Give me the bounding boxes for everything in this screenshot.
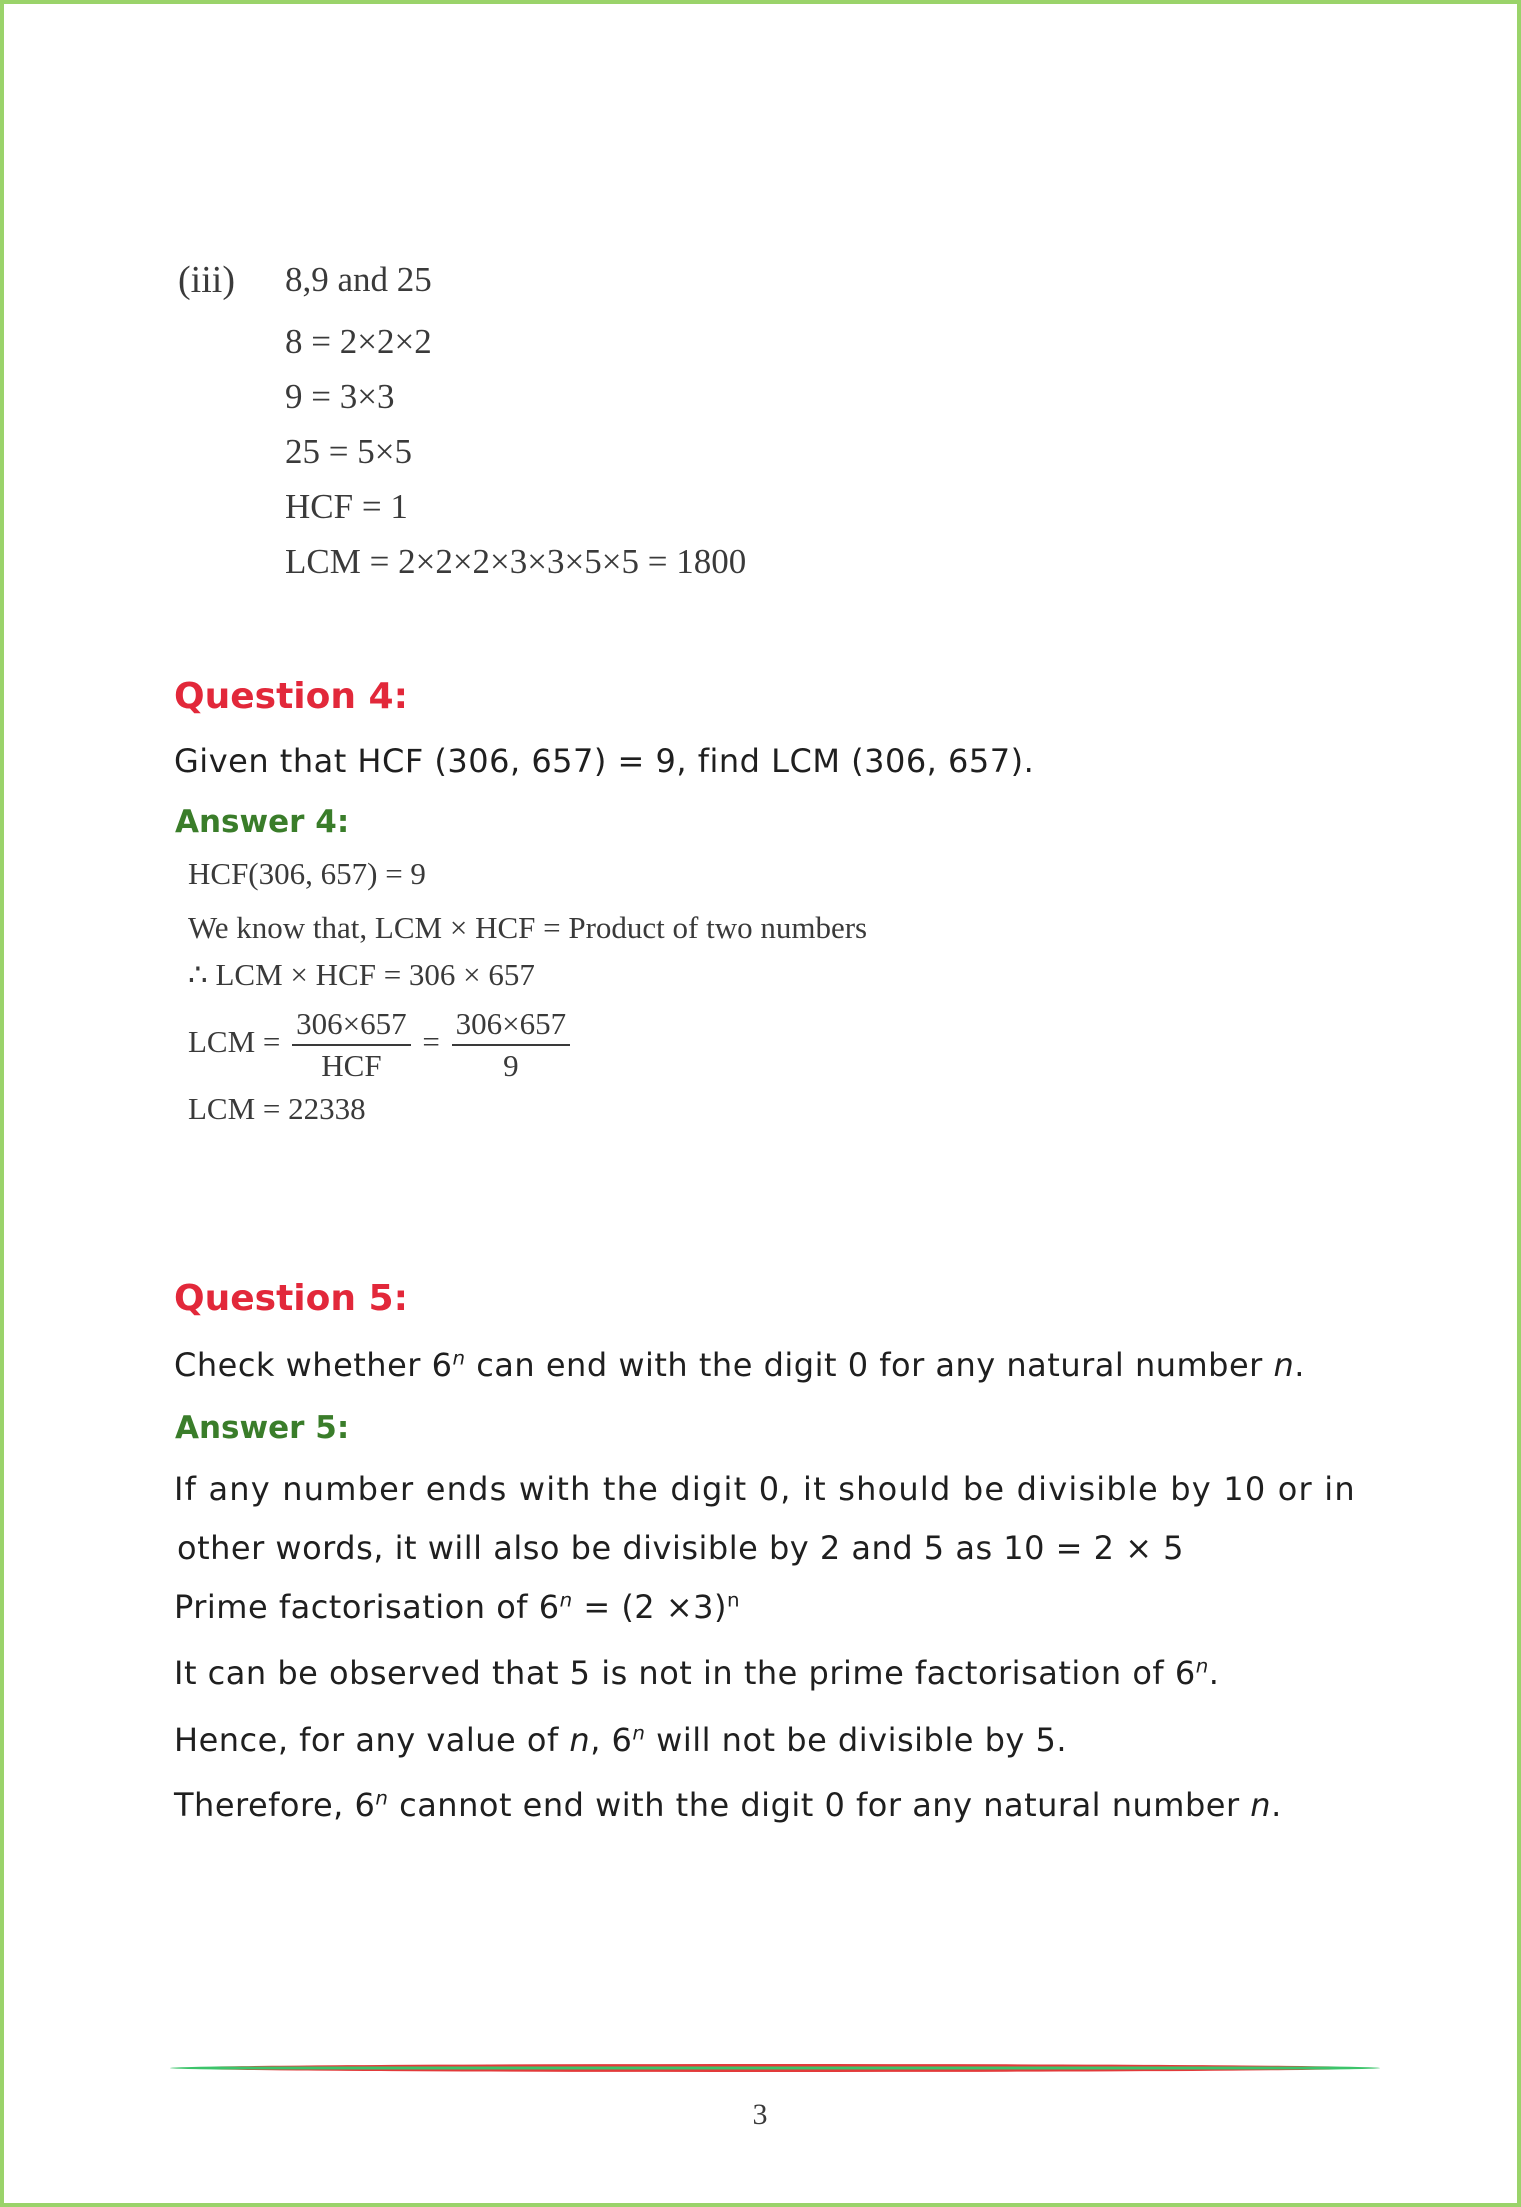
- text-span: , 6: [590, 1721, 633, 1759]
- math-line: HCF = 1: [285, 487, 408, 526]
- question-5-text: [174, 1346, 1305, 1384]
- answer-4-heading: Answer 4:: [175, 804, 350, 840]
- lcm-fraction-line: [188, 1004, 574, 1086]
- variable: n: [569, 1721, 591, 1759]
- text-span: will not be divisible by 5.: [645, 1721, 1068, 1759]
- text-span: It can be observed that 5 is not in the prime factorisation of 6: [174, 1654, 1196, 1692]
- variable: n: [1273, 1346, 1295, 1384]
- text-span: .: [1271, 1786, 1282, 1824]
- fraction-numerator: 306×657: [292, 1004, 410, 1046]
- question-4-heading: Question 4:: [174, 676, 408, 717]
- variable: n: [1250, 1786, 1272, 1824]
- superscript: n: [726, 1588, 741, 1612]
- question-4-text: Given that HCF (306, 657) = 9, find LCM (306, 657).: [174, 742, 1035, 780]
- superscript: n: [559, 1588, 573, 1612]
- page-number: 3: [752, 2098, 768, 2131]
- math-line: LCM = 2×2×2×3×3×5×5 = 1800: [285, 542, 747, 581]
- superscript: n: [632, 1721, 646, 1745]
- lcm-prefix: LCM =: [188, 1024, 281, 1060]
- text-span: Therefore, 6: [174, 1786, 376, 1824]
- text-span: can end with the digit 0 for any natural number: [465, 1346, 1274, 1384]
- superscript: n: [1195, 1654, 1209, 1678]
- question-5-heading: Question 5:: [174, 1278, 408, 1319]
- answer-5-paragraph: [174, 1654, 1219, 1692]
- fraction-denominator: HCF: [321, 1048, 382, 1083]
- text-span: .: [1294, 1346, 1305, 1384]
- text-span: cannot end with the digit 0 for any natural number: [388, 1786, 1251, 1824]
- answer-5-heading: Answer 5:: [175, 1410, 350, 1446]
- math-line: 8 = 2×2×2: [285, 322, 432, 361]
- answer-5-paragraph: If any number ends with the digit 0, it should be divisible by 10 or in: [174, 1470, 1356, 1508]
- footer-divider: [170, 2064, 1380, 2072]
- answer-5-paragraph: [174, 1721, 1067, 1759]
- math-line: 9 = 3×3: [285, 377, 395, 416]
- answer-4-line: LCM = 22338: [188, 1091, 366, 1126]
- fraction: [452, 1004, 570, 1086]
- superscript: n: [452, 1346, 466, 1370]
- answer-4-line: We know that, LCM × HCF = Product of two numbers: [188, 910, 868, 945]
- text-span: Check whether 6: [174, 1346, 453, 1384]
- part-label: (iii): [178, 259, 235, 301]
- superscript: n: [375, 1786, 389, 1810]
- answer-4-line: HCF(306, 657) = 9: [188, 856, 426, 891]
- math-line: 25 = 5×5: [285, 432, 412, 471]
- text-span: Hence, for any value of: [174, 1721, 570, 1759]
- equals-sign: =: [422, 1024, 440, 1060]
- answer-5-paragraph: [174, 1786, 1282, 1824]
- fraction-numerator: 306×657: [452, 1004, 570, 1046]
- text-span: .: [1208, 1654, 1220, 1692]
- answer-5-paragraph: other words, it will also be divisible by 2 and 5 as 10 = 2 × 5: [177, 1529, 1185, 1567]
- part-intro: 8,9 and 25: [285, 260, 432, 299]
- text-span: Prime factorisation of 6: [174, 1588, 560, 1626]
- text-span: = (2 ×3): [572, 1588, 727, 1626]
- fraction-denominator: 9: [503, 1048, 519, 1083]
- fraction: [292, 1004, 410, 1086]
- answer-4-line: ∴ LCM × HCF = 306 × 657: [188, 957, 535, 992]
- answer-5-paragraph: [174, 1588, 740, 1626]
